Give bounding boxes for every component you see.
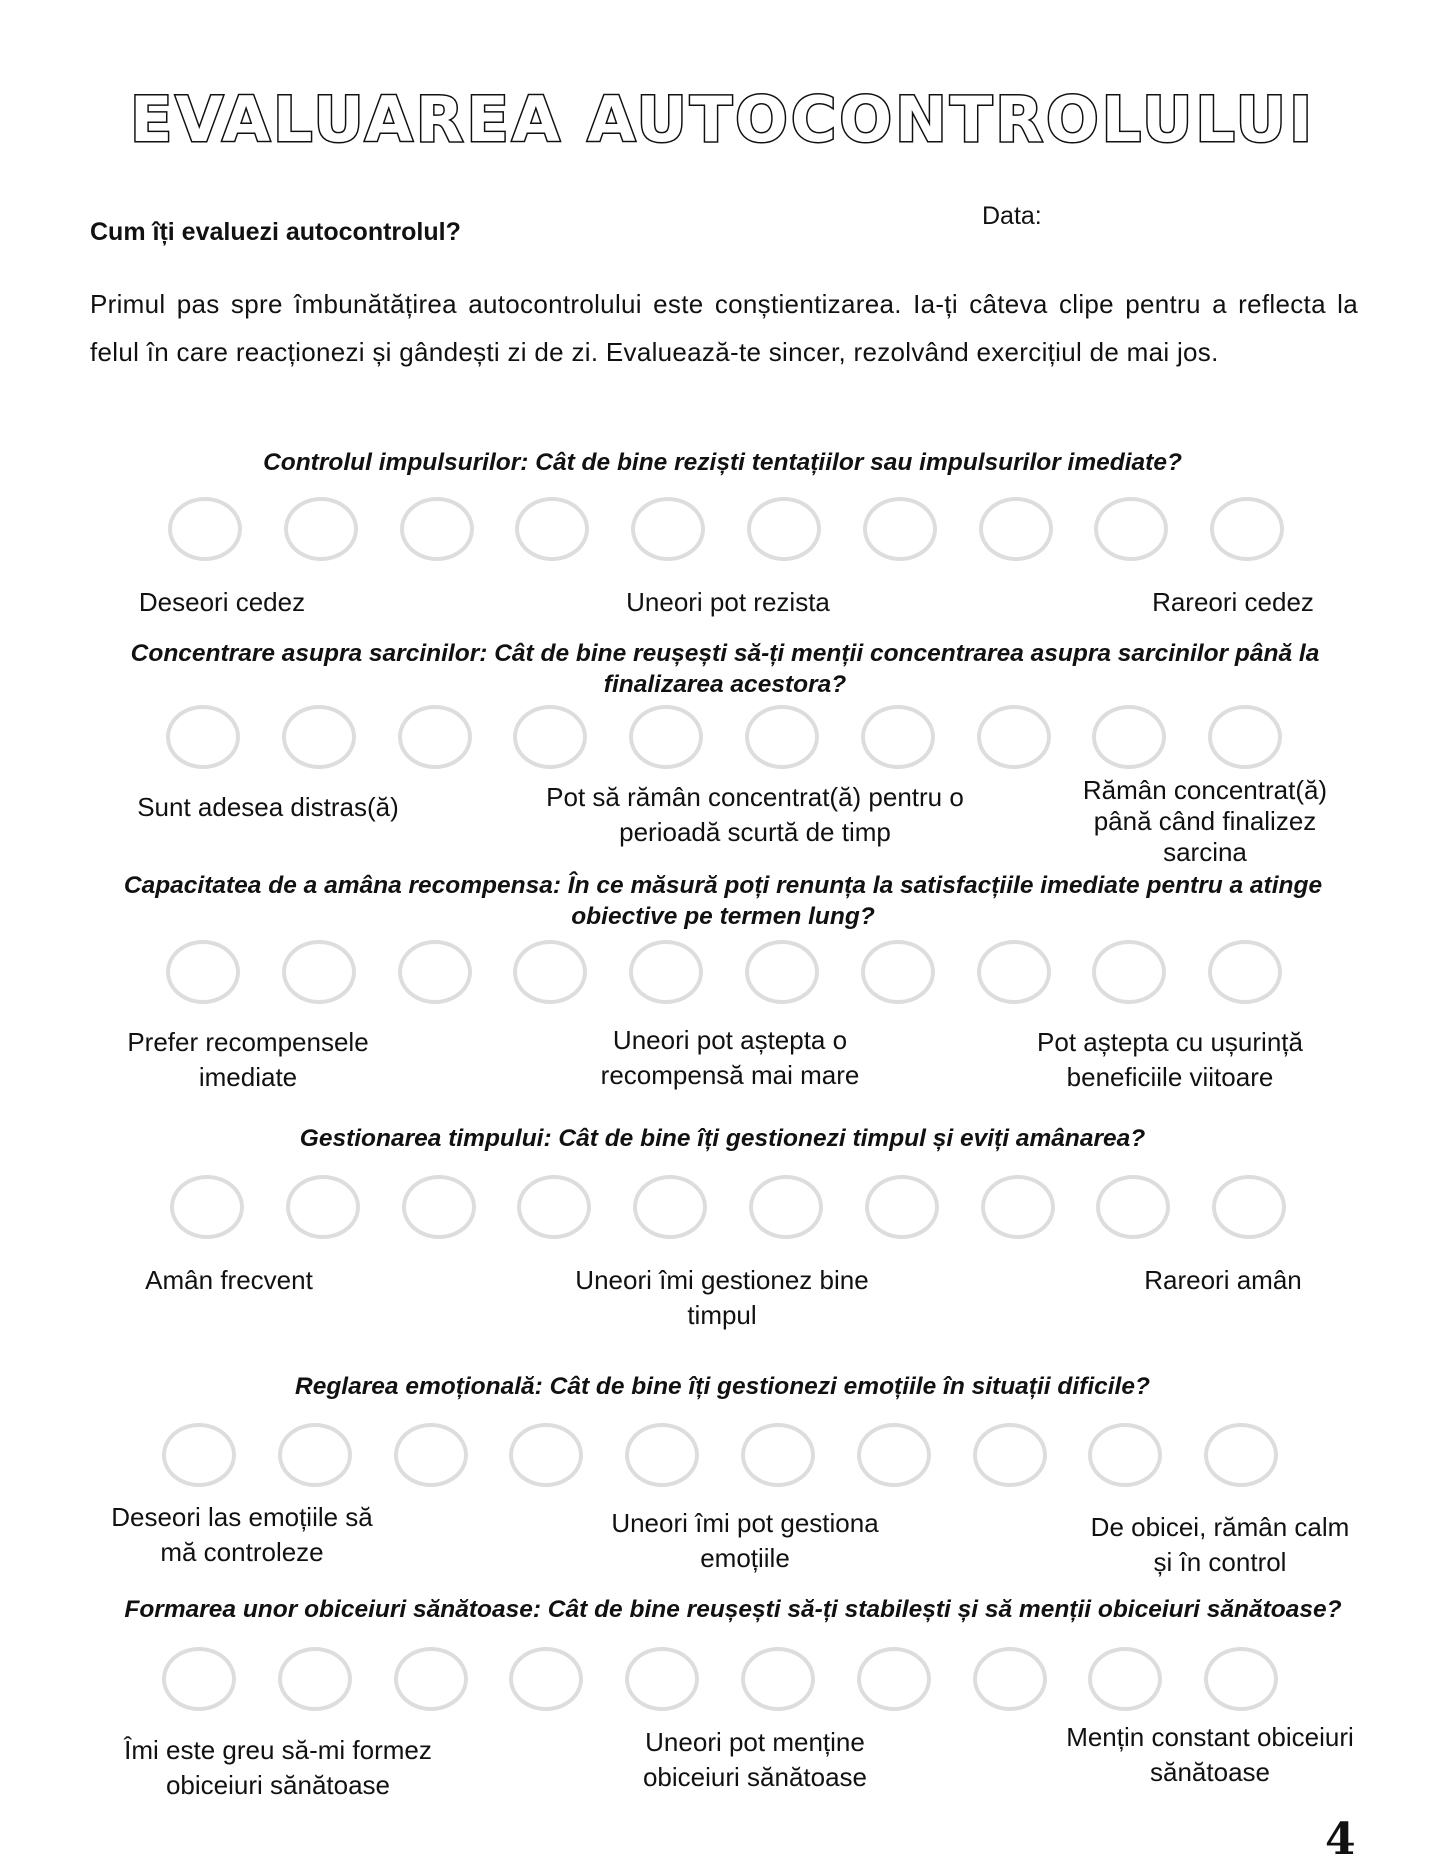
rating-circle-3[interactable]	[400, 497, 474, 561]
question-time-management: Gestionarea timpului: Cât de bine îți gestionezi timpul și eviți amânarea?	[299, 1125, 1146, 1152]
rating-circle-5[interactable]	[629, 705, 703, 769]
rating-circle-2[interactable]	[278, 1423, 352, 1487]
question-impulse-control: Controlul impulsurilor: Cât de bine reziști tentațiilor sau impulsurilor imediate?	[263, 449, 1182, 476]
question-healthy-habits: Formarea unor obiceiuri sănătoase: Cât de bine reușești să-ți stabilești și să menții obiceiuri sănătoase?	[124, 1596, 1342, 1623]
question-task-focus: Concentrare asupra sarcinilor: Cât de bine reușești să-ți menții concentrarea asupra sarcinilor până la finalizarea acestora?	[130, 640, 1320, 698]
anchor-low: Sunt adesea distras(ă)	[137, 792, 399, 822]
anchor-mid: Uneori pot aștepta o recompensă mai mare	[600, 1025, 860, 1090]
rating-circle-3[interactable]	[394, 1423, 468, 1487]
rating-scale-delayed-gratification	[0, 940, 1445, 1014]
rating-circle-7[interactable]	[865, 1175, 939, 1239]
rating-circle-10[interactable]	[1208, 705, 1282, 769]
anchor-high: Mențin constant obiceiuri sănătoase	[1066, 1722, 1354, 1787]
question-emotional-regulation: Reglarea emoțională: Cât de bine îți gestionezi emoțiile în situații dificile?	[295, 1373, 1150, 1400]
rating-circle-6[interactable]	[745, 705, 819, 769]
rating-circle-8[interactable]	[981, 1175, 1055, 1239]
page-title: EVALUAREA AUTOCONTROLULUI	[129, 83, 1316, 156]
rating-circle-5[interactable]	[631, 497, 705, 561]
rating-circle-5[interactable]	[629, 940, 703, 1004]
rating-circle-7[interactable]	[861, 705, 935, 769]
rating-circle-6[interactable]	[749, 1175, 823, 1239]
rating-circle-9[interactable]	[1092, 940, 1166, 1004]
anchor-high: De obicei, rămân calm și în control	[1090, 1512, 1350, 1577]
rating-circle-1[interactable]	[170, 1175, 244, 1239]
date-label: Data:	[982, 202, 1042, 230]
rating-circle-9[interactable]	[1096, 1175, 1170, 1239]
rating-circle-8[interactable]	[979, 497, 1053, 561]
intro-paragraph: Primul pas spre îmbunătățirea autocontrolului este conștientizarea. Ia-ți câteva clipe pentru a reflecta la felul în care reacționezi și gândești zi de zi. Evaluează-te sincer, rezolvând exercițiul de mai jos.	[90, 289, 1358, 367]
rating-circle-1[interactable]	[162, 1647, 236, 1711]
rating-circle-4[interactable]	[513, 705, 587, 769]
anchor-low: Deseori cedez	[138, 587, 306, 617]
rating-scale-emotional-regulation	[0, 1423, 1445, 1497]
rating-circle-4[interactable]	[513, 940, 587, 1004]
rating-circle-10[interactable]	[1210, 497, 1284, 561]
rating-circle-2[interactable]	[278, 1647, 352, 1711]
rating-circle-10[interactable]	[1208, 940, 1282, 1004]
rating-scale-task-focus	[0, 705, 1445, 779]
anchor-high: Rareori cedez	[1152, 587, 1314, 617]
rating-circle-5[interactable]	[625, 1423, 699, 1487]
anchor-high: Pot aștepta cu ușurință beneficiile viitoare	[1037, 1027, 1303, 1092]
question-delayed-gratification: Capacitatea de a amâna recompensa: În ce măsură poți renunța la satisfacțiile imediate pentru a atinge obiective pe termen lung?	[123, 872, 1323, 930]
rating-circle-3[interactable]	[394, 1647, 468, 1711]
rating-circle-1[interactable]	[168, 497, 242, 561]
rating-circle-9[interactable]	[1092, 705, 1166, 769]
anchor-mid: Uneori pot menține obiceiuri sănătoase	[642, 1727, 868, 1792]
rating-circle-2[interactable]	[286, 1175, 360, 1239]
rating-circle-7[interactable]	[857, 1647, 931, 1711]
anchor-high: Rareori amân	[1144, 1265, 1302, 1295]
anchor-low: Deseori las emoțiile să mă controleze	[111, 1502, 373, 1567]
rating-circle-8[interactable]	[973, 1423, 1047, 1487]
rating-scale-impulse-control	[0, 497, 1445, 571]
anchor-mid: Uneori îmi gestionez bine timpul	[575, 1265, 869, 1330]
rating-circle-8[interactable]	[973, 1647, 1047, 1711]
rating-circle-1[interactable]	[162, 1423, 236, 1487]
rating-circle-10[interactable]	[1204, 1423, 1278, 1487]
anchor-mid: Uneori îmi pot gestiona emoțiile	[611, 1508, 879, 1573]
rating-circle-7[interactable]	[863, 497, 937, 561]
rating-circle-6[interactable]	[747, 497, 821, 561]
rating-scale-time-management	[0, 1175, 1445, 1249]
rating-circle-2[interactable]	[282, 940, 356, 1004]
rating-circle-4[interactable]	[509, 1647, 583, 1711]
rating-circle-2[interactable]	[284, 497, 358, 561]
rating-circle-9[interactable]	[1088, 1647, 1162, 1711]
anchor-high: Rămân concentrat(ă) până când finalizez sarcina	[1082, 775, 1328, 867]
rating-circle-7[interactable]	[857, 1423, 931, 1487]
anchor-low: Îmi este greu să-mi formez obiceiuri sănătoase	[124, 1735, 432, 1800]
rating-circle-4[interactable]	[515, 497, 589, 561]
rating-circle-5[interactable]	[625, 1647, 699, 1711]
rating-scale-healthy-habits	[0, 1647, 1445, 1721]
anchor-low: Prefer recompensele imediate	[127, 1027, 369, 1092]
anchor-low: Amân frecvent	[145, 1265, 313, 1295]
rating-circle-3[interactable]	[402, 1175, 476, 1239]
rating-circle-2[interactable]	[282, 705, 356, 769]
anchor-mid: Pot să rămân concentrat(ă) pentru o perioadă scurtă de timp	[546, 782, 964, 847]
rating-circle-8[interactable]	[977, 705, 1051, 769]
rating-circle-10[interactable]	[1212, 1175, 1286, 1239]
page-number: 4	[1325, 1814, 1356, 1865]
rating-circle-6[interactable]	[741, 1647, 815, 1711]
anchor-mid: Uneori pot rezista	[626, 587, 830, 617]
rating-circle-3[interactable]	[398, 705, 472, 769]
rating-circle-8[interactable]	[977, 940, 1051, 1004]
rating-circle-1[interactable]	[166, 705, 240, 769]
rating-circle-4[interactable]	[517, 1175, 591, 1239]
rating-circle-7[interactable]	[861, 940, 935, 1004]
rating-circle-3[interactable]	[398, 940, 472, 1004]
rating-circle-9[interactable]	[1094, 497, 1168, 561]
rating-circle-6[interactable]	[745, 940, 819, 1004]
subheading: Cum îți evaluezi autocontrolul?	[90, 218, 461, 246]
rating-circle-9[interactable]	[1088, 1423, 1162, 1487]
rating-circle-5[interactable]	[633, 1175, 707, 1239]
rating-circle-6[interactable]	[741, 1423, 815, 1487]
rating-circle-10[interactable]	[1204, 1647, 1278, 1711]
rating-circle-1[interactable]	[166, 940, 240, 1004]
rating-circle-4[interactable]	[509, 1423, 583, 1487]
